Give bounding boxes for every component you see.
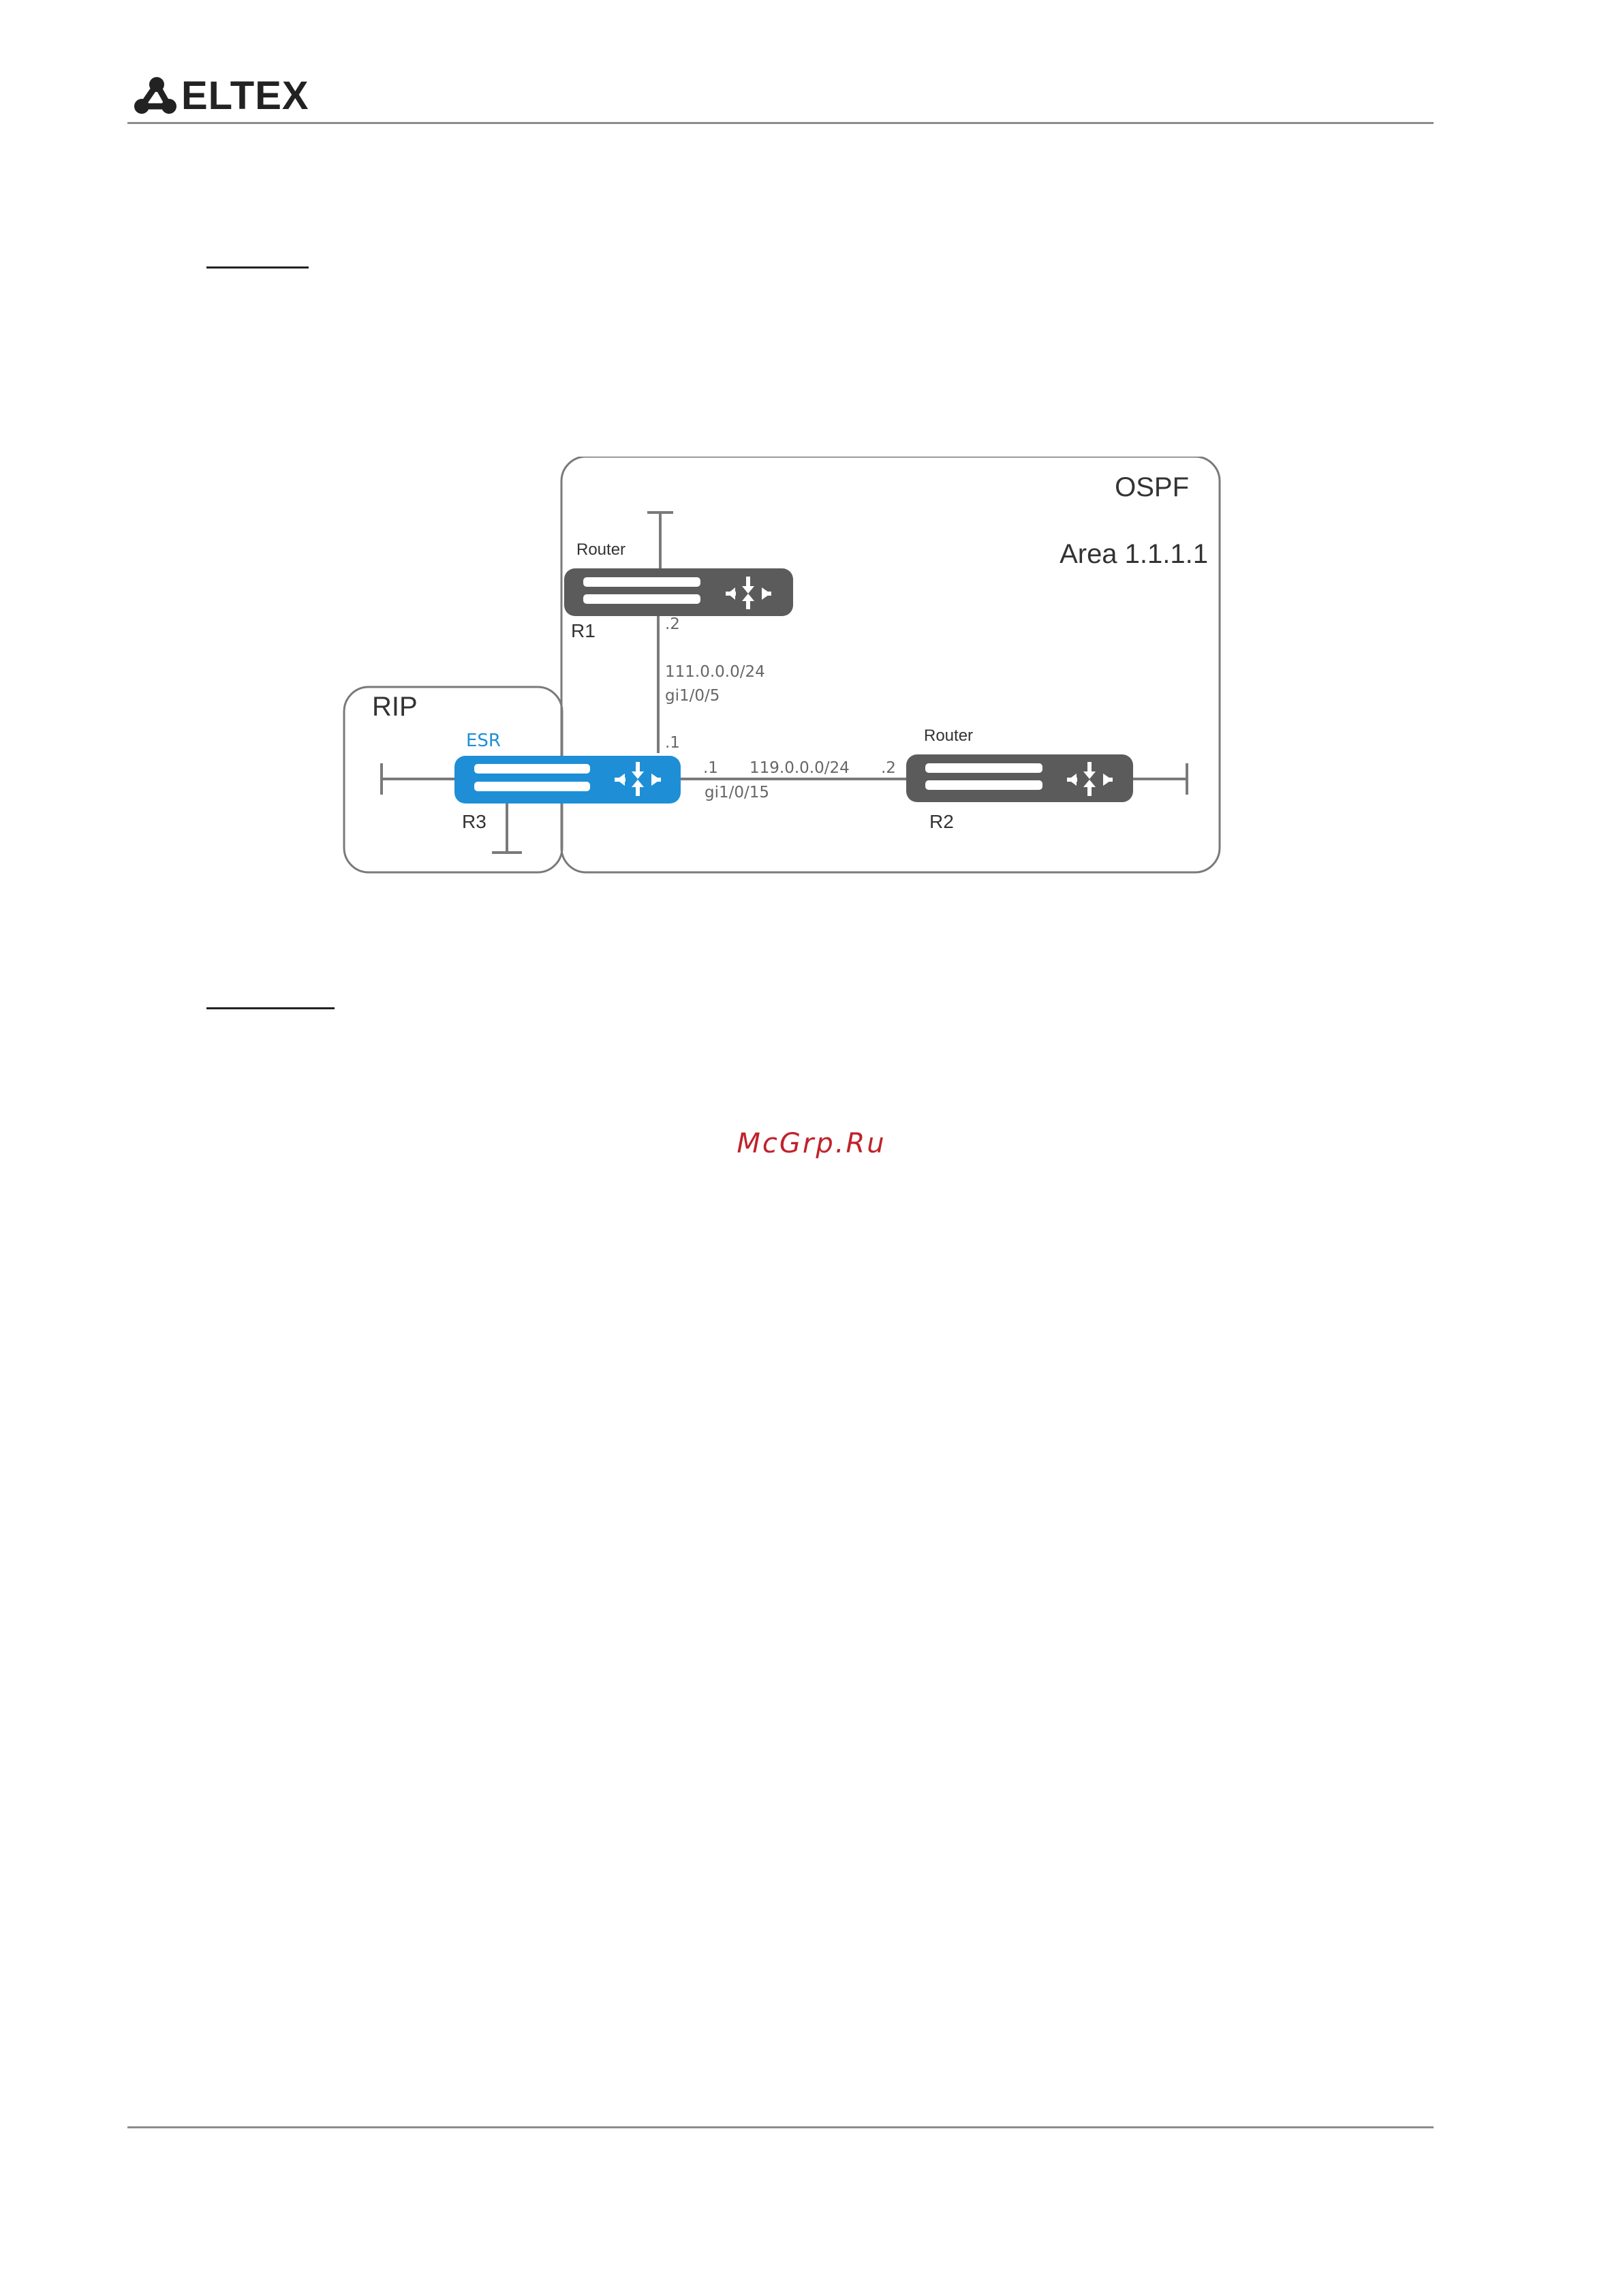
- eltex-logo: [134, 74, 309, 118]
- footer-divider: [127, 2126, 1434, 2128]
- link-r1-r3-interface: gi1/0/5: [665, 687, 720, 705]
- router-r1-name-label: R1: [571, 620, 596, 641]
- r3-host-address-r2-link: .1: [703, 759, 718, 777]
- router-r1-type-label: Router: [576, 540, 626, 559]
- brand-name: ELTEX: [181, 74, 309, 118]
- router-r2-type-label: Router: [924, 726, 974, 745]
- esr-r3-type-label: ESR: [466, 731, 501, 751]
- r1-host-address: .2: [665, 615, 680, 633]
- header-divider: [127, 122, 1434, 124]
- router-r2-name-label: R2: [929, 811, 954, 832]
- esr-r3: [454, 756, 681, 803]
- link-r3-r2-interface: gi1/0/15: [705, 784, 770, 801]
- link-r3-r2-network: 119.0.0.0/24: [749, 759, 850, 777]
- link-r1-r3-network: 111.0.0.0/24: [665, 663, 765, 681]
- router-r2: [906, 754, 1133, 802]
- section-heading-underline: [206, 1007, 335, 1009]
- esr-r3-name-label: R3: [462, 811, 486, 832]
- r3-host-address-r1-link: .1: [665, 734, 680, 752]
- section-heading-underline: [206, 266, 309, 269]
- r2-host-address: .2: [881, 759, 896, 777]
- network-topology-diagram: [341, 457, 1226, 879]
- rip-zone-label: RIP: [372, 692, 418, 722]
- watermark-text: McGrp.Ru: [737, 1128, 886, 1159]
- eltex-logo-icon: [134, 75, 181, 117]
- area-label: Area 1.1.1.1: [1060, 539, 1208, 569]
- router-r1: [564, 568, 793, 616]
- ospf-zone-label: OSPF: [1115, 472, 1189, 502]
